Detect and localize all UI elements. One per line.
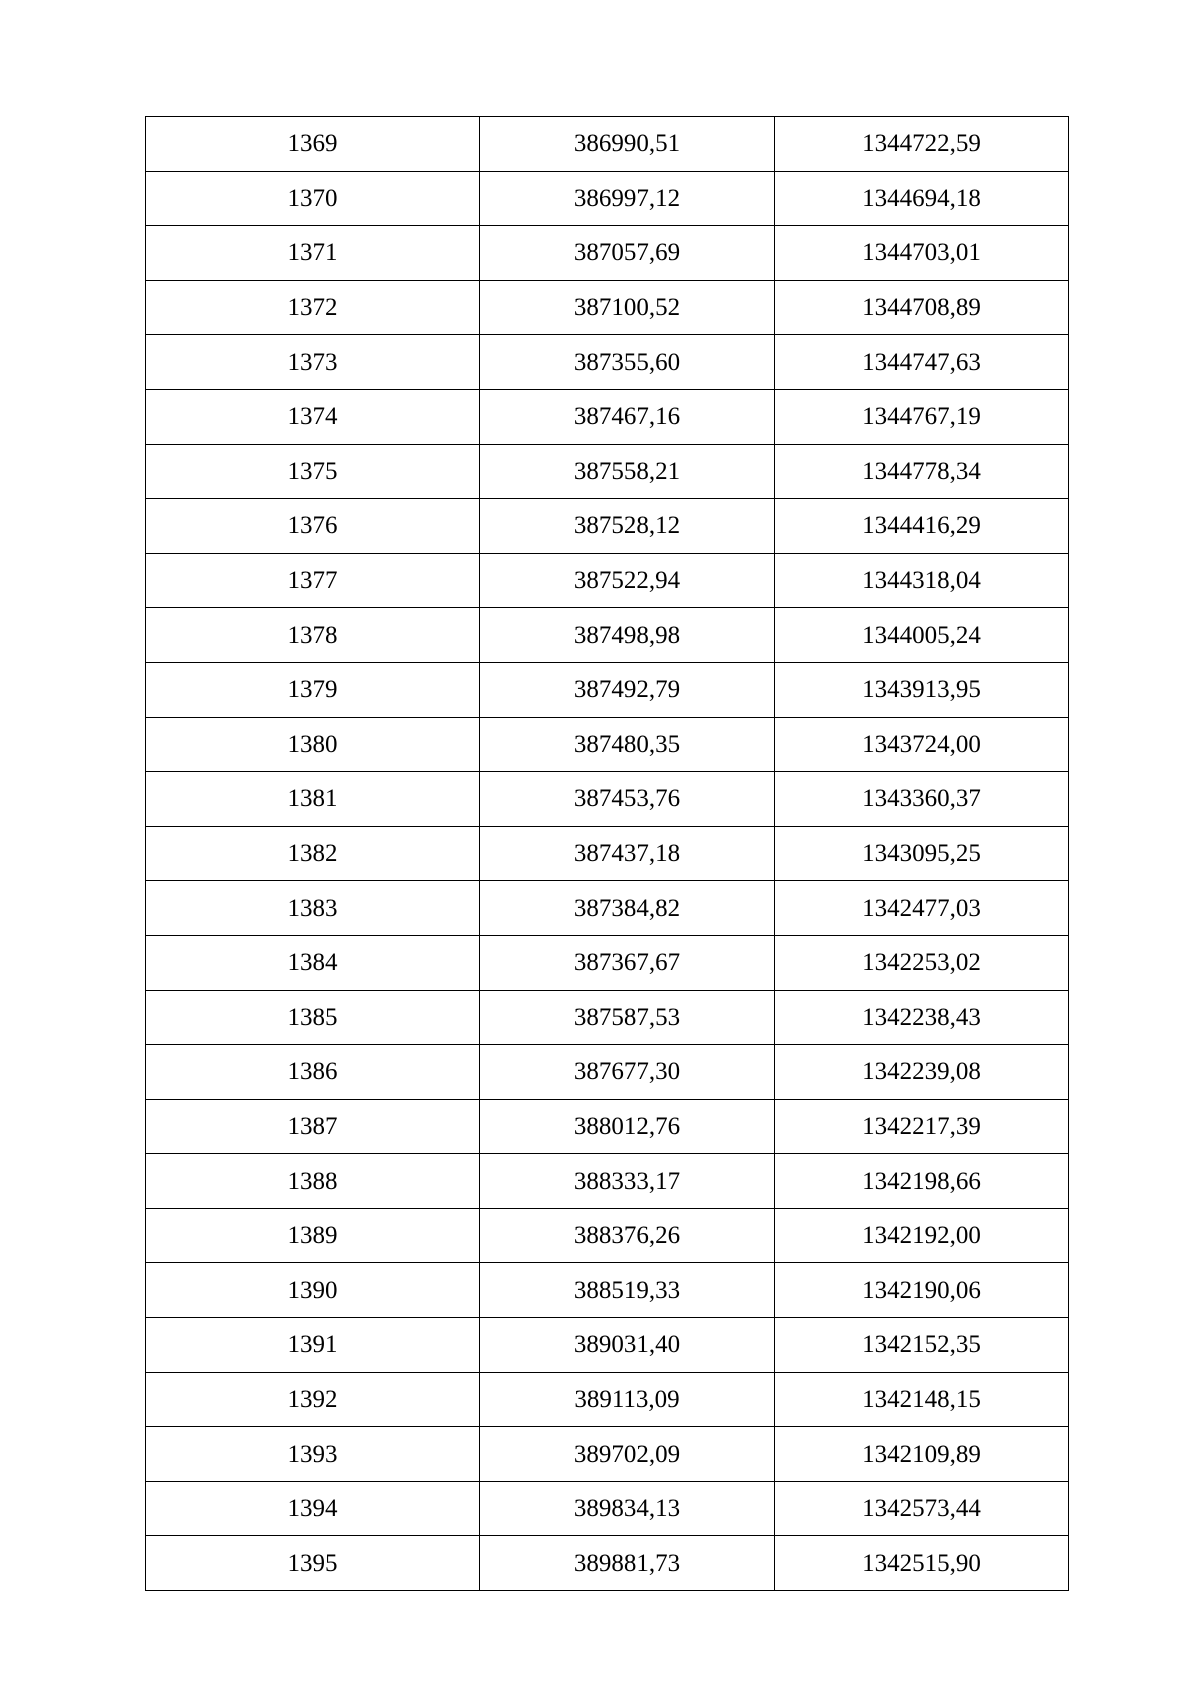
x-coordinate-cell: 389702,09 [480, 1427, 775, 1482]
point-number-cell: 1373 [146, 335, 480, 390]
coordinates-table-body [146, 117, 1069, 1591]
table-row [146, 1045, 1069, 1100]
table-row [146, 280, 1069, 335]
y-coordinate-cell: 1342152,35 [775, 1318, 1069, 1373]
table-row [146, 1318, 1069, 1373]
table-row [146, 171, 1069, 226]
x-coordinate-cell: 387587,53 [480, 990, 775, 1045]
point-number-cell: 1383 [146, 881, 480, 936]
coordinates-table [145, 116, 1069, 1591]
x-coordinate-cell: 389834,13 [480, 1481, 775, 1536]
point-number-cell: 1378 [146, 608, 480, 663]
x-coordinate-cell: 388012,76 [480, 1099, 775, 1154]
x-coordinate-cell: 387522,94 [480, 553, 775, 608]
y-coordinate-cell: 1344722,59 [775, 117, 1069, 172]
x-coordinate-cell: 388376,26 [480, 1208, 775, 1263]
y-coordinate-cell: 1342573,44 [775, 1481, 1069, 1536]
table-row [146, 662, 1069, 717]
point-number-cell: 1381 [146, 772, 480, 827]
table-row [146, 335, 1069, 390]
table-row [146, 1372, 1069, 1427]
table-row [146, 389, 1069, 444]
point-number-cell: 1392 [146, 1372, 480, 1427]
y-coordinate-cell: 1342238,43 [775, 990, 1069, 1045]
point-number-cell: 1372 [146, 280, 480, 335]
point-number-cell: 1369 [146, 117, 480, 172]
x-coordinate-cell: 387528,12 [480, 499, 775, 554]
x-coordinate-cell: 387100,52 [480, 280, 775, 335]
y-coordinate-cell: 1342148,15 [775, 1372, 1069, 1427]
y-coordinate-cell: 1344708,89 [775, 280, 1069, 335]
y-coordinate-cell: 1342253,02 [775, 935, 1069, 990]
table-row [146, 826, 1069, 881]
point-number-cell: 1395 [146, 1536, 480, 1591]
table-row [146, 608, 1069, 663]
x-coordinate-cell: 389881,73 [480, 1536, 775, 1591]
y-coordinate-cell: 1343724,00 [775, 717, 1069, 772]
table-row [146, 1481, 1069, 1536]
y-coordinate-cell: 1344767,19 [775, 389, 1069, 444]
x-coordinate-cell: 386997,12 [480, 171, 775, 226]
point-number-cell: 1393 [146, 1427, 480, 1482]
point-number-cell: 1382 [146, 826, 480, 881]
x-coordinate-cell: 388519,33 [480, 1263, 775, 1318]
table-row [146, 1263, 1069, 1318]
point-number-cell: 1387 [146, 1099, 480, 1154]
x-coordinate-cell: 387492,79 [480, 662, 775, 717]
y-coordinate-cell: 1344416,29 [775, 499, 1069, 554]
table-row [146, 1427, 1069, 1482]
y-coordinate-cell: 1344694,18 [775, 171, 1069, 226]
point-number-cell: 1391 [146, 1318, 480, 1373]
table-row [146, 881, 1069, 936]
x-coordinate-cell: 387467,16 [480, 389, 775, 444]
x-coordinate-cell: 386990,51 [480, 117, 775, 172]
table-row [146, 1208, 1069, 1263]
table-row [146, 226, 1069, 281]
y-coordinate-cell: 1342198,66 [775, 1154, 1069, 1209]
table-row [146, 717, 1069, 772]
table-row [146, 1154, 1069, 1209]
x-coordinate-cell: 387498,98 [480, 608, 775, 663]
table-row [146, 117, 1069, 172]
x-coordinate-cell: 387437,18 [480, 826, 775, 881]
point-number-cell: 1377 [146, 553, 480, 608]
x-coordinate-cell: 387384,82 [480, 881, 775, 936]
y-coordinate-cell: 1342217,39 [775, 1099, 1069, 1154]
table-row [146, 1536, 1069, 1591]
y-coordinate-cell: 1342477,03 [775, 881, 1069, 936]
point-number-cell: 1388 [146, 1154, 480, 1209]
y-coordinate-cell: 1344703,01 [775, 226, 1069, 281]
y-coordinate-cell: 1342190,06 [775, 1263, 1069, 1318]
point-number-cell: 1389 [146, 1208, 480, 1263]
x-coordinate-cell: 387677,30 [480, 1045, 775, 1100]
y-coordinate-cell: 1342109,89 [775, 1427, 1069, 1482]
x-coordinate-cell: 388333,17 [480, 1154, 775, 1209]
point-number-cell: 1380 [146, 717, 480, 772]
table-row [146, 935, 1069, 990]
x-coordinate-cell: 387367,67 [480, 935, 775, 990]
point-number-cell: 1390 [146, 1263, 480, 1318]
table-row [146, 444, 1069, 499]
y-coordinate-cell: 1342239,08 [775, 1045, 1069, 1100]
table-row [146, 1099, 1069, 1154]
point-number-cell: 1385 [146, 990, 480, 1045]
x-coordinate-cell: 387480,35 [480, 717, 775, 772]
y-coordinate-cell: 1344778,34 [775, 444, 1069, 499]
point-number-cell: 1384 [146, 935, 480, 990]
point-number-cell: 1371 [146, 226, 480, 281]
table-row [146, 499, 1069, 554]
point-number-cell: 1375 [146, 444, 480, 499]
table-row [146, 772, 1069, 827]
x-coordinate-cell: 389031,40 [480, 1318, 775, 1373]
x-coordinate-cell: 387355,60 [480, 335, 775, 390]
table-row [146, 990, 1069, 1045]
table-row [146, 553, 1069, 608]
y-coordinate-cell: 1342192,00 [775, 1208, 1069, 1263]
y-coordinate-cell: 1343913,95 [775, 662, 1069, 717]
x-coordinate-cell: 387057,69 [480, 226, 775, 281]
y-coordinate-cell: 1344747,63 [775, 335, 1069, 390]
point-number-cell: 1374 [146, 389, 480, 444]
x-coordinate-cell: 389113,09 [480, 1372, 775, 1427]
point-number-cell: 1394 [146, 1481, 480, 1536]
point-number-cell: 1370 [146, 171, 480, 226]
point-number-cell: 1379 [146, 662, 480, 717]
y-coordinate-cell: 1344005,24 [775, 608, 1069, 663]
y-coordinate-cell: 1342515,90 [775, 1536, 1069, 1591]
y-coordinate-cell: 1344318,04 [775, 553, 1069, 608]
x-coordinate-cell: 387558,21 [480, 444, 775, 499]
point-number-cell: 1376 [146, 499, 480, 554]
point-number-cell: 1386 [146, 1045, 480, 1100]
x-coordinate-cell: 387453,76 [480, 772, 775, 827]
y-coordinate-cell: 1343360,37 [775, 772, 1069, 827]
y-coordinate-cell: 1343095,25 [775, 826, 1069, 881]
